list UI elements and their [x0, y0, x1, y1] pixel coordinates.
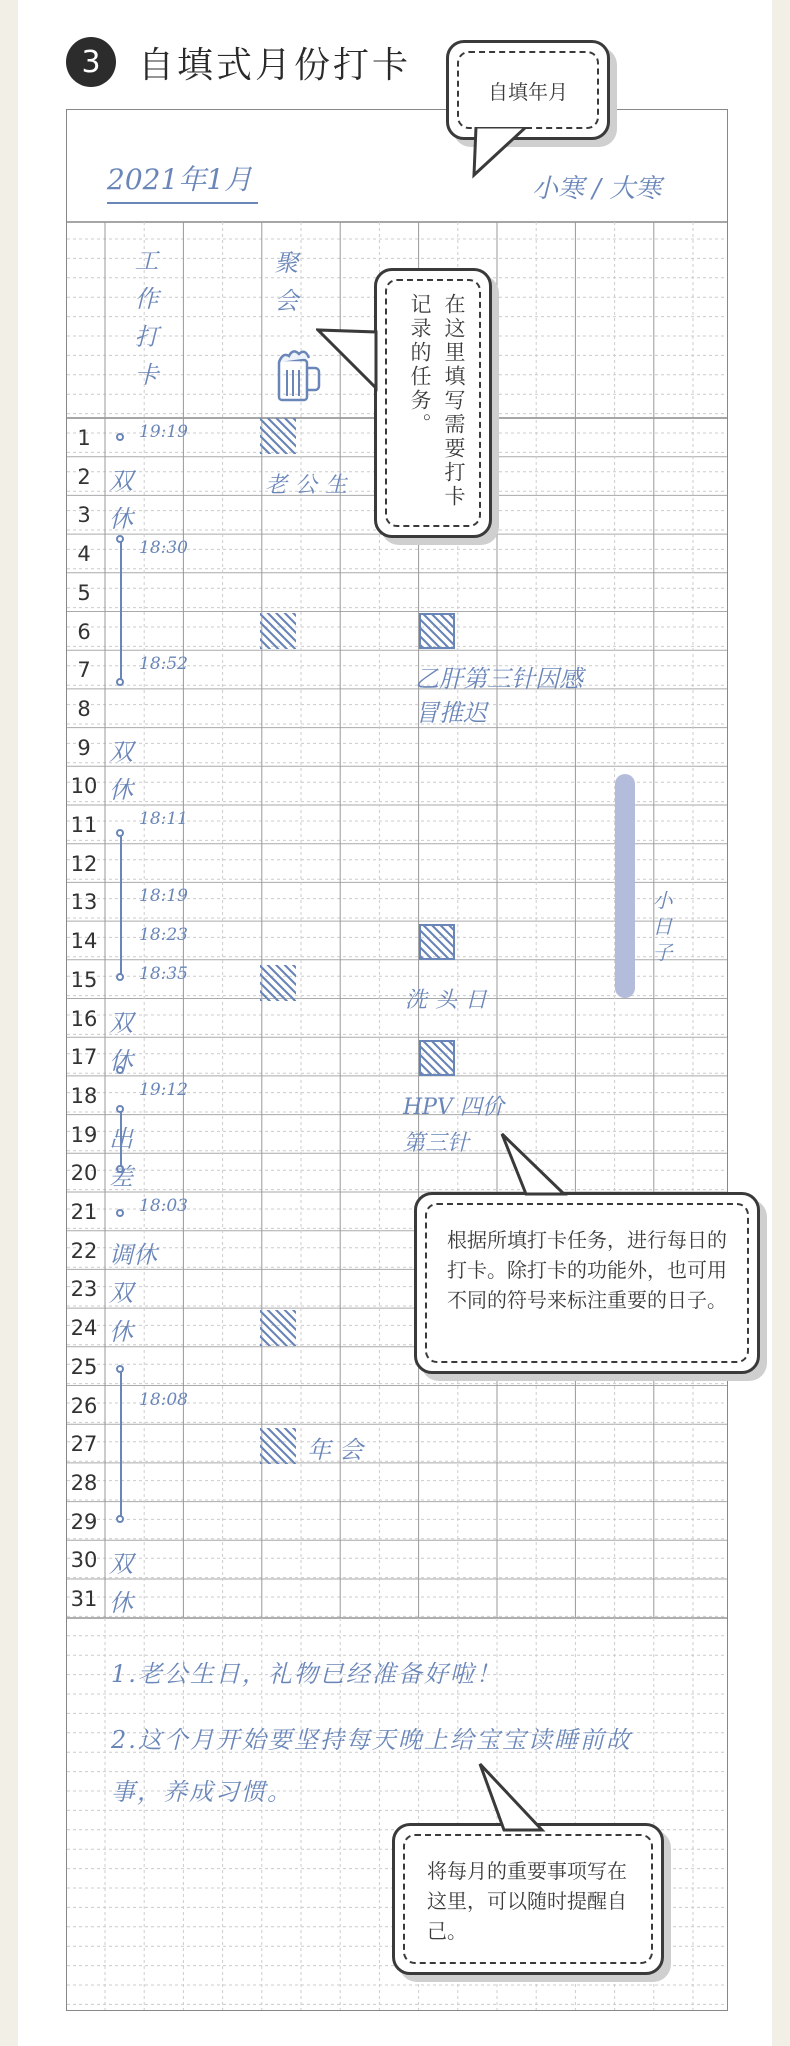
callout-tasks — [374, 268, 492, 538]
day-number: 31 — [70, 1587, 98, 1611]
day-number: 7 — [77, 658, 91, 683]
day-number: 23 — [70, 1277, 98, 1302]
period-bar — [615, 774, 635, 998]
day-number: 25 — [70, 1354, 98, 1379]
section-header — [66, 34, 411, 90]
party-mark-day-1[interactable] — [260, 418, 296, 454]
day-number: 14 — [70, 929, 98, 954]
day-number: 5 — [77, 580, 91, 605]
callout-checkin-pointer — [496, 1130, 576, 1200]
callout-year-month — [446, 40, 610, 140]
day-number: 9 — [77, 735, 91, 760]
solar-terms[interactable]: 小寒 / 大寒 — [532, 174, 662, 204]
callout-tasks-text: 在这里填写需要打卡记录的任务。 — [408, 293, 466, 509]
day-number: 17 — [70, 1045, 98, 1070]
day-number: 19 — [70, 1122, 98, 1147]
party-mark-day-27[interactable] — [260, 1428, 296, 1464]
note-2[interactable]: 2.这个月开始要坚持每天晚上给宝宝读睡前故事，养成习惯。 — [111, 1726, 632, 1806]
vaccine-mark-day-6[interactable] — [419, 613, 455, 649]
work-entry[interactable]: 休 — [109, 1047, 133, 1076]
work-entry[interactable]: 双 — [109, 1550, 133, 1579]
work-entry[interactable]: 19:12 — [139, 1079, 188, 1100]
month-date[interactable]: 2021年1月 — [107, 158, 258, 204]
day-number: 21 — [70, 1200, 98, 1224]
day-number: 26 — [70, 1393, 98, 1418]
section-title: 自填式月份打卡 — [138, 44, 412, 86]
work-entry[interactable]: 19:19 — [139, 422, 188, 442]
work-entry[interactable]: 休 — [109, 776, 133, 805]
day-number: 28 — [70, 1470, 98, 1495]
day-number: 30 — [70, 1548, 98, 1573]
work-entry[interactable]: 休 — [109, 1589, 133, 1617]
day-number: 24 — [70, 1316, 98, 1341]
party-mark-day-15[interactable] — [260, 965, 296, 1001]
work-entry[interactable]: 双 — [109, 1279, 133, 1308]
work-dot — [116, 829, 124, 837]
day-number: 11 — [70, 813, 98, 837]
work-entry[interactable]: 双 — [109, 466, 133, 495]
work-entry[interactable]: 18:23 — [139, 925, 188, 946]
callout-year-month-text: 自填年月 — [488, 80, 568, 104]
day-number: 8 — [77, 696, 91, 721]
work-entry[interactable]: 差 — [109, 1163, 133, 1192]
work-entry[interactable]: 18:11 — [139, 809, 188, 829]
callout-checkin-text: 根据所填打卡任务，进行每日的打卡。除打卡的功能外，也可用不同的符号来标注重要的日子。 — [447, 1228, 727, 1312]
work-dot — [116, 1515, 124, 1523]
day-number: 18 — [70, 1083, 98, 1108]
day-number: 12 — [70, 851, 98, 876]
day-number: 6 — [77, 619, 91, 644]
task-header-work[interactable]: 工作打卡 — [130, 248, 158, 400]
work-dot — [116, 1365, 124, 1373]
work-entry[interactable]: 休 — [109, 505, 133, 534]
section-number: 3 — [66, 37, 116, 87]
day-number: 29 — [70, 1509, 98, 1534]
work-line-4-8 — [120, 541, 122, 682]
annotation-hpv: HPV 四价第三针 — [403, 1095, 504, 1156]
callout-checkin — [414, 1192, 760, 1374]
day-number: 10 — [70, 774, 98, 799]
callout-notes-text: 将每月的重要事项写在这里，可以随时提醒自己。 — [427, 1859, 627, 1943]
day-number: 27 — [70, 1432, 98, 1457]
hpv-mark-day-17[interactable] — [419, 1040, 455, 1076]
day-number: 22 — [70, 1238, 98, 1263]
callout-notes — [392, 1823, 664, 1975]
day-number: 20 — [70, 1161, 98, 1186]
work-entry[interactable]: 18:35 — [139, 963, 188, 984]
party-mark-day-24[interactable] — [260, 1310, 296, 1346]
day-number: 16 — [70, 1006, 98, 1031]
work-dot — [116, 535, 124, 543]
work-line-25-29 — [120, 1369, 122, 1519]
note-1[interactable]: 1.老公生日，礼物已经准备好啦！ — [111, 1660, 502, 1688]
annotation-hair: 洗头日 — [405, 988, 496, 1013]
work-entry[interactable]: 18:30 — [139, 538, 188, 559]
day-number: 4 — [77, 542, 91, 567]
work-entry[interactable]: 18:19 — [139, 886, 188, 907]
day-number: 3 — [77, 503, 91, 528]
annotation-period: 小日子 — [649, 890, 673, 968]
day-number: 13 — [70, 890, 98, 915]
work-entry[interactable]: 18:03 — [139, 1196, 188, 1216]
day-number: 15 — [70, 967, 98, 992]
work-entry[interactable]: 18:52 — [139, 654, 188, 675]
work-line-11-15 — [120, 835, 122, 976]
work-entry[interactable]: 双 — [109, 737, 133, 766]
work-entry[interactable]: 出 — [109, 1124, 133, 1153]
task-header-party[interactable]: 聚会 — [270, 250, 298, 326]
day-number: 1 — [77, 426, 91, 450]
callout-year-month-pointer — [466, 127, 546, 187]
work-dot — [116, 1209, 124, 1217]
work-entry[interactable]: 调休 — [109, 1240, 157, 1269]
work-dot — [116, 433, 124, 441]
work-dot — [116, 678, 124, 686]
work-entry[interactable]: 18:08 — [139, 1389, 188, 1410]
callout-tasks-pointer — [316, 328, 380, 408]
party-mark-day-6[interactable] — [260, 613, 296, 649]
work-dot — [116, 1105, 124, 1113]
callout-notes-pointer — [474, 1760, 554, 1840]
annotation-vaccine: 乙肝第三针因感冒推迟 — [415, 665, 583, 727]
hair-mark-day-14[interactable] — [419, 924, 455, 960]
work-entry[interactable]: 双 — [109, 1008, 133, 1037]
day-number: 2 — [77, 464, 91, 489]
work-entry[interactable]: 休 — [109, 1318, 133, 1347]
annotation-birthday: 老公生 — [265, 473, 356, 498]
work-dot — [116, 973, 124, 981]
annotation-annual-party: 年会 — [307, 1436, 371, 1464]
